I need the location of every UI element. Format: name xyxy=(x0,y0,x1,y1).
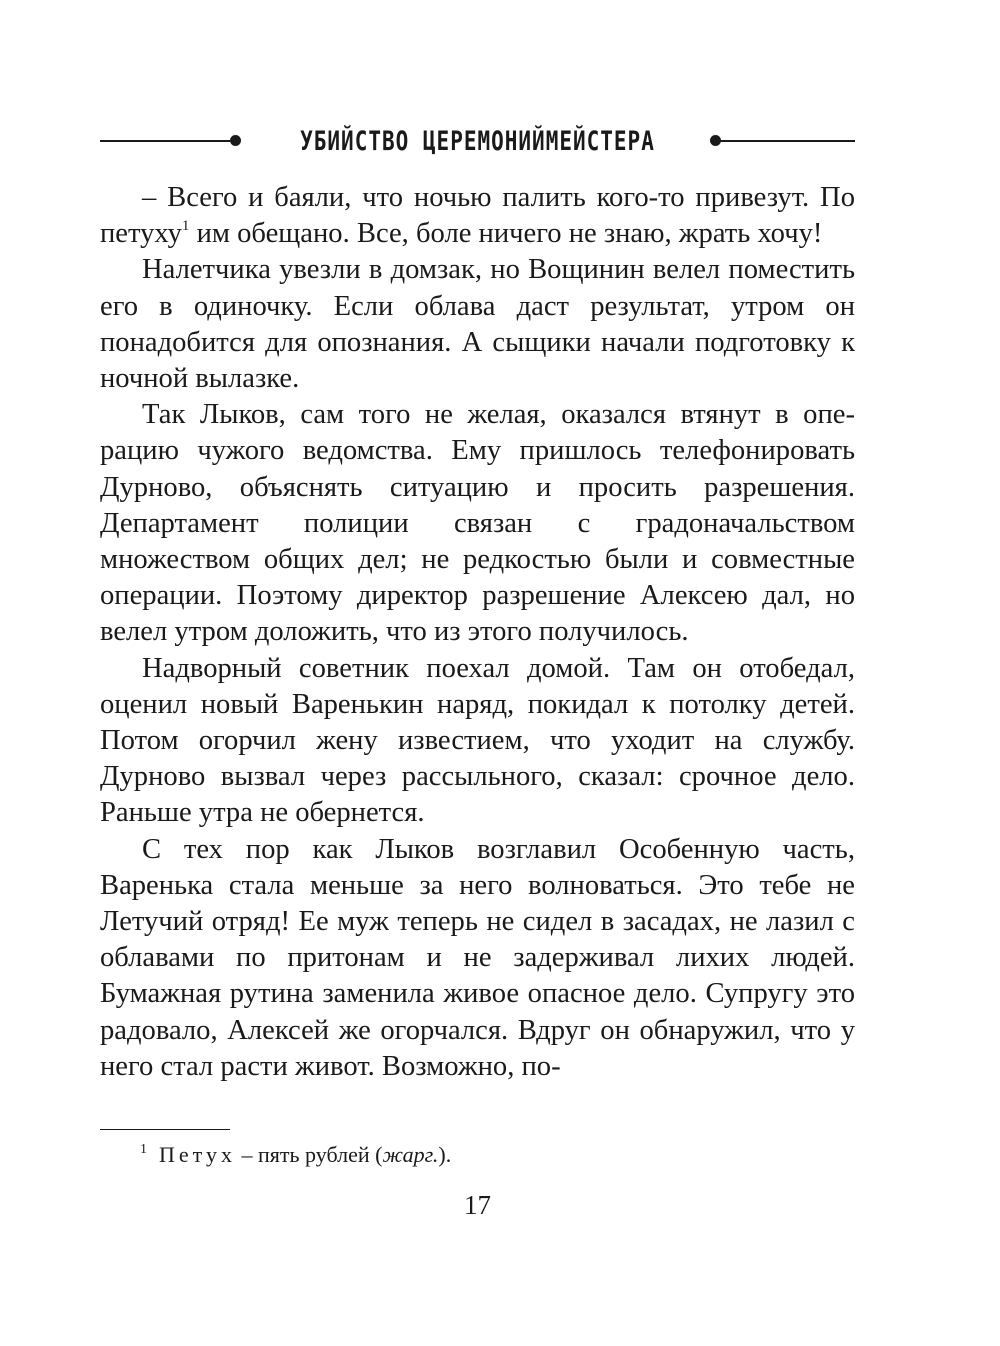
paragraph-3: Так Лыков, сам того не желая, оказался втянут в операцию чужого ведомства. Ему пришлось телефонировать Дурново, объяснять ситуацию и просить разрешения. Департамент полиции связан с градоначальством множеством общих дел; не редкостью были и совместные операции. Поэтому директор разрешение Алексею дал, но велел утром доложить, что из этого получилось. xyxy=(100,399,855,648)
running-head xyxy=(100,124,855,158)
footnote-reference: 1 xyxy=(181,218,190,235)
running-head-left-bullet xyxy=(230,135,241,146)
footnote-separator xyxy=(100,1129,230,1130)
body-text xyxy=(100,180,855,1085)
footnote-number: 1 xyxy=(140,1142,147,1157)
paragraph-1-text-end: им обещано. Все, боле ничего не знаю, жрать хочу! xyxy=(189,218,823,250)
running-head-title: УБИЙСТВО ЦЕРЕМОНИЙМЕЙСТЕРА xyxy=(300,126,655,156)
page-number: 17 xyxy=(464,1190,491,1220)
paragraph-5: С тех пор как Лыков возглавил Особенную часть, Варенька стала меньше за него волноваться. Это тебе не Летучий отряд! Ее муж теперь не сидел в засадах, не лазил с облавами по притонам и не задерживал лихих людей. Бумажная рутина заменила живое опасное дело. Супругу это радовало, Алексей же огорчался. Вдруг он обнаружил, что у него стал расти живот. Возможно, по- xyxy=(100,833,855,1082)
running-head-left-rule xyxy=(100,140,230,142)
paragraph-4: Надворный советник поехал домой. Там он отобедал, оценил новый Варенькин наряд, покидал к потолку детей. Потом огорчил жену известием, что уходит на службу. Дурново вызвал через рассыльного, сказал: срочное дело. Раньше утра не обернется. xyxy=(100,652,855,829)
footnote-definition: – пять рублей ( xyxy=(235,1142,383,1167)
footnote-closing: ). xyxy=(438,1142,452,1167)
paragraph-2: Налетчика увезли в домзак, но Вощинин велел поместить его в одиночку. Если облава даст результат, утром он понадобится для опознания. А сыщики начали подготовку к ночной вылазке. xyxy=(100,254,855,395)
paragraph-1 xyxy=(100,180,855,252)
footnote-term: Петух xyxy=(159,1142,236,1167)
running-head-right-rule xyxy=(715,140,855,142)
footnote-abbreviation: жарг. xyxy=(382,1142,439,1167)
paragraph-1-text-start: – Всего и баяли, что ночью палить кого-то привезут. По петуху xyxy=(100,182,855,250)
footnote xyxy=(140,1141,451,1169)
